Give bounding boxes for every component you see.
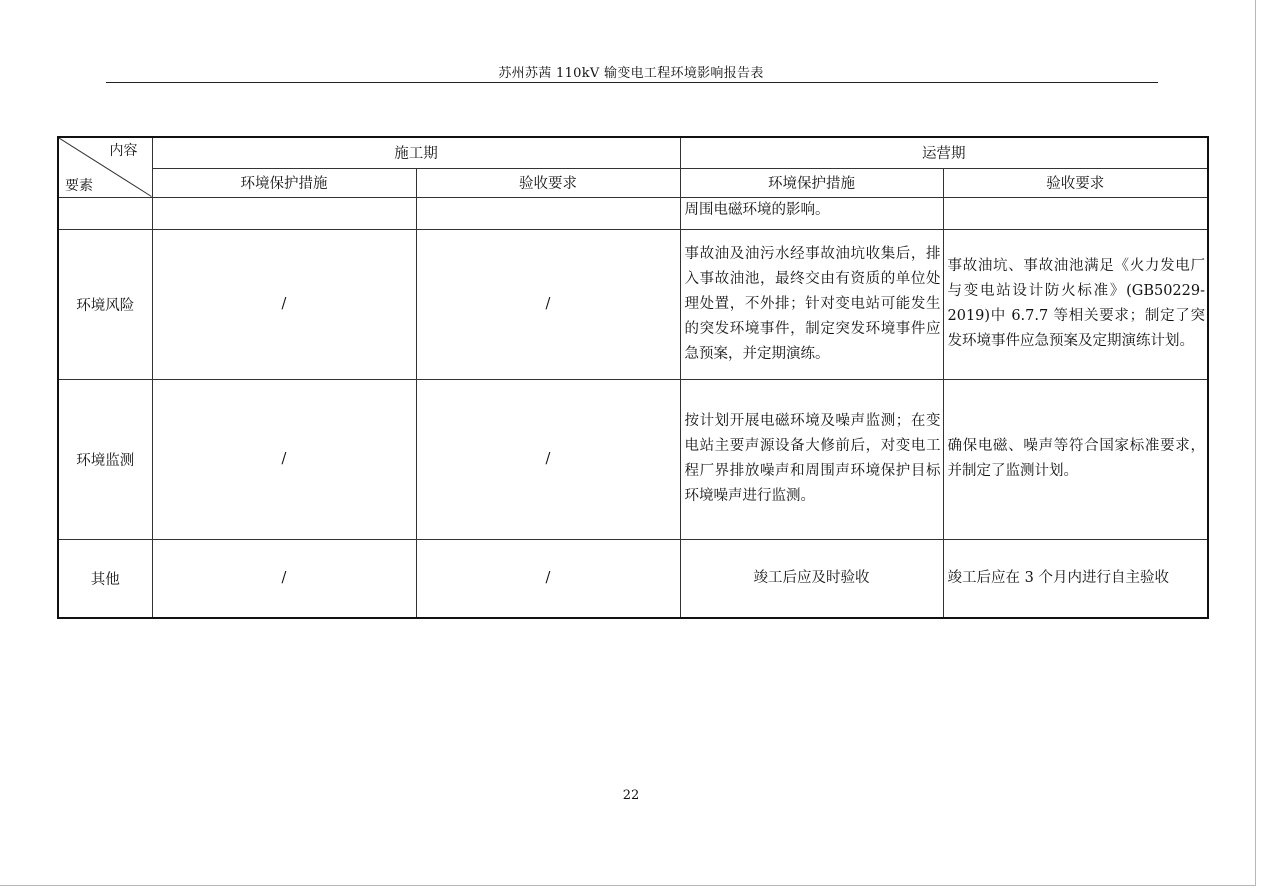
construction-measure-cell: [152, 197, 416, 229]
operation-acceptance-cell: [943, 539, 1208, 618]
document-header-title: 苏州苏茜 110kV 输变电工程环境影响报告表: [498, 66, 764, 81]
corner-label-element: 要素: [65, 177, 93, 194]
construction-measure-cell: /: [152, 229, 416, 379]
operation-measure-cell: [680, 379, 943, 539]
construction-measure-cell: /: [152, 539, 416, 618]
operation-acceptance-text: 确保电磁、噪声等符合国家标准要求，并制定了监测计划。: [947, 438, 1205, 479]
subheader-operation-acceptance: 验收要求: [943, 168, 1208, 197]
operation-measure-text: 事故油及油污水经事故油坑收集后，排入事故油池，最终交由有资质的单位处理处置，不外排；针对变电站可能发生的突发环境事件，制定突发环境事件应急预案，并定期演练。: [684, 245, 941, 362]
subheader-operation-measure: 环境保护措施: [680, 168, 943, 197]
construction-acceptance-cell: /: [416, 539, 680, 618]
operation-acceptance-cell: [943, 197, 1208, 229]
construction-measure-cell: /: [152, 379, 416, 539]
row-element-cell: [58, 197, 152, 229]
page-number: 22: [622, 788, 640, 803]
operation-acceptance-text: 竣工后应在 3 个月内进行自主验收: [947, 569, 1169, 586]
group-header-construction: 施工期: [152, 137, 680, 168]
construction-acceptance-cell: [416, 197, 680, 229]
row-element-cell: 其他: [58, 539, 152, 618]
group-header-operation: 运营期: [680, 137, 1208, 168]
corner-header-cell: [58, 137, 152, 197]
construction-acceptance-cell: /: [416, 229, 680, 379]
corner-label-content: 内容: [109, 143, 138, 159]
operation-measure-cell: [680, 197, 943, 229]
operation-acceptance-text: 事故油坑、事故油池满足《火力发电厂与变电站设计防火标准》(GB50229-2019)中 6.7.7 等相关要求；制定了突发环境事件应急预案及定期演练计划。: [947, 258, 1205, 349]
construction-acceptance-cell: /: [416, 379, 680, 539]
table-row: [58, 379, 1208, 539]
table-header-row-groups: [58, 137, 1208, 168]
header-divider: [106, 82, 1158, 83]
table-row: [58, 229, 1208, 379]
table-row: [58, 539, 1208, 618]
environmental-measures-table: [57, 136, 1209, 619]
operation-measure-text: 竣工后应及时验收: [753, 569, 870, 586]
subheader-construction-acceptance: 验收要求: [416, 168, 680, 197]
operation-measure-text: 按计划开展电磁环境及噪声监测；在变电站主要声源设备大修前后，对变电工程厂界排放噪声和周围声环境保护目标环境噪声进行监测。: [684, 413, 941, 504]
operation-acceptance-cell: [943, 379, 1208, 539]
operation-measure-cell: [680, 229, 943, 379]
operation-measure-cell: [680, 539, 943, 618]
table-header-row-subheaders: [58, 168, 1208, 197]
row-element-cell: 环境风险: [58, 229, 152, 379]
operation-measure-text: 周围电磁环境的影响。: [684, 201, 830, 218]
table-row: [58, 197, 1208, 229]
row-element-cell: 环境监测: [58, 379, 152, 539]
subheader-construction-measure: 环境保护措施: [152, 168, 416, 197]
operation-acceptance-cell: [943, 229, 1208, 379]
